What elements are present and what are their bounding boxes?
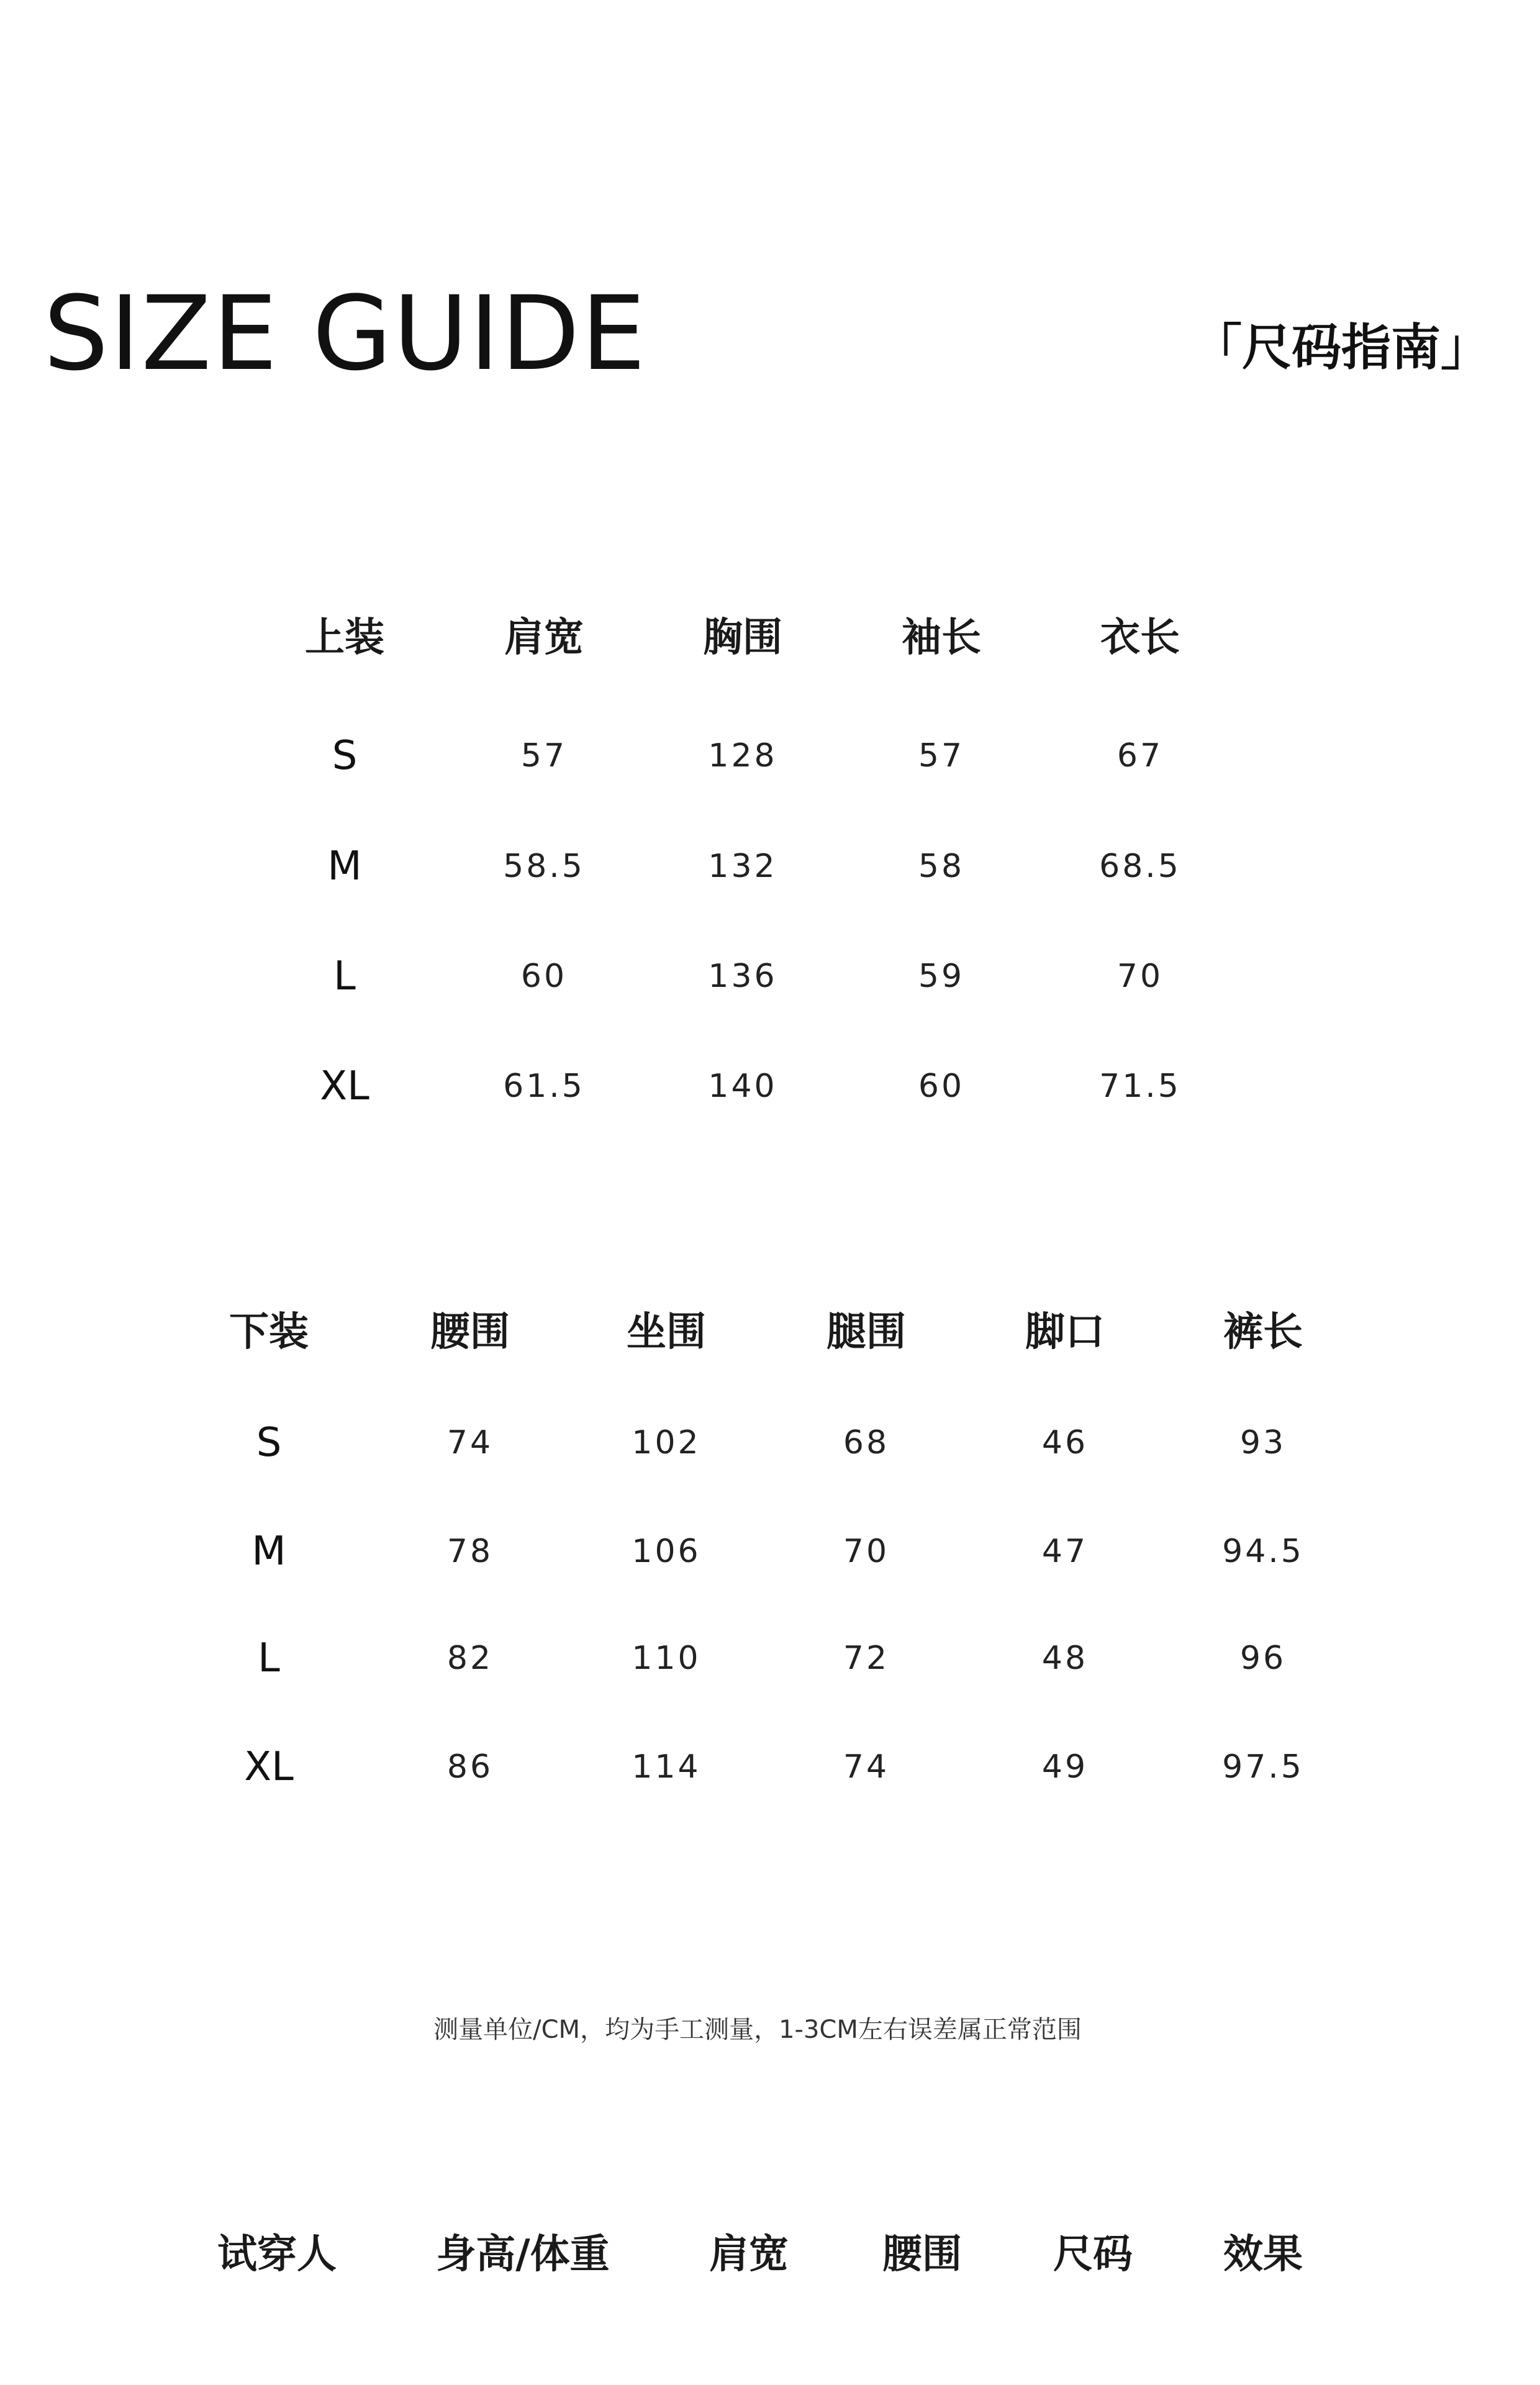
top-table-cell: 58 bbox=[918, 848, 965, 885]
top-table-cell: 71.5 bbox=[1099, 1068, 1181, 1105]
bottom-table-size-label: XL bbox=[244, 1744, 294, 1790]
bottom-table-size-label: L bbox=[258, 1635, 280, 1681]
measurement-note: 测量单位/CM，均为手工测量，1-3CM左右误差属正常范围 bbox=[433, 2015, 1082, 2044]
top-table-cell: 57 bbox=[918, 737, 965, 775]
top-table-cell: 70 bbox=[1116, 958, 1164, 995]
fitting-header: 试穿人 bbox=[217, 2232, 337, 2278]
bottom-table-cell: 102 bbox=[632, 1424, 701, 1461]
bottom-table-cell: 114 bbox=[632, 1748, 701, 1786]
top-table-header: 上装 bbox=[305, 615, 384, 661]
bottom-table-cell: 94.5 bbox=[1222, 1533, 1304, 1570]
top-table-size-label: M bbox=[327, 843, 362, 889]
bottom-table-header: 下装 bbox=[229, 1309, 309, 1355]
bottom-table-header: 脚口 bbox=[1025, 1309, 1105, 1355]
top-table-cell: 60 bbox=[918, 1068, 965, 1105]
top-table-size-label: L bbox=[333, 953, 356, 999]
top-table-cell: 136 bbox=[708, 958, 777, 995]
page-subtitle: 「尺码指南」 bbox=[1192, 319, 1490, 376]
top-table-cell: 128 bbox=[708, 737, 777, 775]
bottom-table-cell: 78 bbox=[446, 1533, 494, 1570]
fitting-header: 尺码 bbox=[1053, 2232, 1133, 2278]
top-table-cell: 68.5 bbox=[1099, 848, 1181, 885]
top-table-header: 衣长 bbox=[1100, 615, 1180, 661]
bottom-table-cell: 97.5 bbox=[1222, 1748, 1304, 1786]
top-table-size-label: S bbox=[332, 733, 358, 779]
bottom-table-cell: 47 bbox=[1041, 1533, 1089, 1570]
bottom-table-size-label: S bbox=[256, 1420, 282, 1466]
bottom-table-cell: 49 bbox=[1041, 1748, 1089, 1786]
top-table-cell: 140 bbox=[708, 1068, 777, 1105]
bottom-table-cell: 110 bbox=[632, 1640, 701, 1677]
top-table-size-label: XL bbox=[320, 1063, 369, 1109]
bottom-table-cell: 74 bbox=[446, 1424, 494, 1461]
top-table-cell: 132 bbox=[708, 848, 777, 885]
bottom-table-cell: 68 bbox=[843, 1424, 890, 1461]
bottom-table-cell: 48 bbox=[1041, 1640, 1089, 1677]
bottom-table-cell: 74 bbox=[843, 1748, 890, 1786]
fitting-header: 肩宽 bbox=[709, 2232, 789, 2278]
top-table-header: 肩宽 bbox=[504, 615, 584, 661]
bottom-table-cell: 72 bbox=[843, 1640, 890, 1677]
top-table-cell: 58.5 bbox=[503, 848, 585, 885]
top-table-cell: 60 bbox=[520, 958, 568, 995]
top-table-cell: 61.5 bbox=[503, 1068, 585, 1105]
bottom-table-cell: 86 bbox=[446, 1748, 494, 1786]
top-table-header: 袖长 bbox=[902, 615, 981, 661]
fitting-header: 效果 bbox=[1223, 2232, 1303, 2278]
bottom-table-cell: 106 bbox=[632, 1533, 701, 1570]
top-table-cell: 67 bbox=[1116, 737, 1164, 775]
bottom-table-cell: 96 bbox=[1239, 1640, 1287, 1677]
bottom-table-size-label: M bbox=[251, 1529, 286, 1574]
bottom-table-header: 坐围 bbox=[627, 1309, 706, 1355]
bottom-table-cell: 93 bbox=[1239, 1424, 1287, 1461]
bottom-table-cell: 82 bbox=[446, 1640, 494, 1677]
bottom-table-header: 裤长 bbox=[1223, 1309, 1303, 1355]
top-table-cell: 57 bbox=[520, 737, 568, 775]
bottom-table-header: 腿围 bbox=[827, 1309, 906, 1355]
bottom-table-header: 腰围 bbox=[430, 1309, 510, 1355]
bottom-table-cell: 46 bbox=[1041, 1424, 1089, 1461]
top-table-cell: 59 bbox=[918, 958, 965, 995]
fitting-header: 腰围 bbox=[882, 2232, 962, 2278]
top-table-header: 胸围 bbox=[703, 615, 782, 661]
page-title: SIZE GUIDE bbox=[43, 274, 647, 393]
bottom-table-cell: 70 bbox=[843, 1533, 890, 1570]
fitting-header: 身高/体重 bbox=[436, 2232, 610, 2278]
